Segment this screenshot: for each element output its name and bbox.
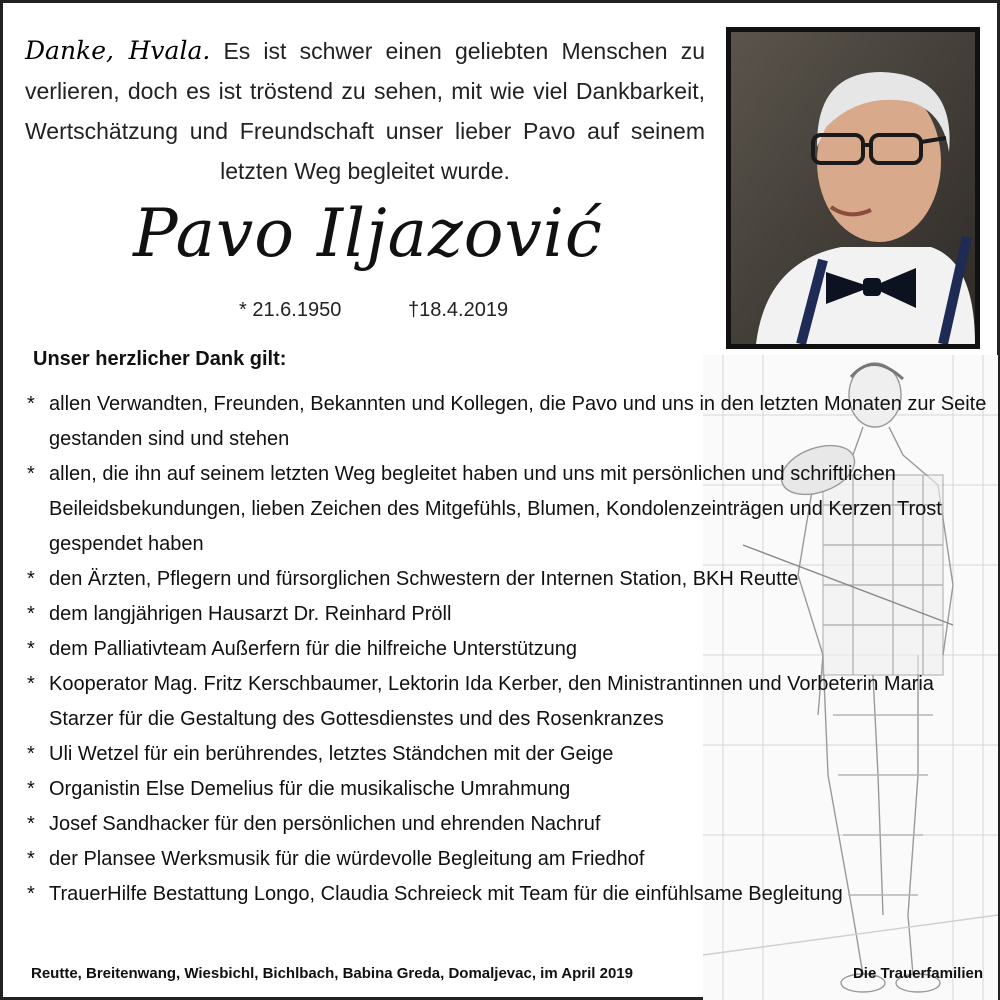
bullet-marker: *: [27, 638, 35, 660]
bullet-marker: *: [27, 883, 35, 905]
list-item: * allen, die ihn auf seinem letzten Weg begleitet haben und uns mit persönlichen und schriftlichen Beileidsbekundungen, lieben Zeichen des Mitgefühls, Blumen, Kondolenzeinträgen und Kerzen Trost gespendet haben: [27, 457, 987, 562]
list-item: * Josef Sandhacker für den persönlichen und ehrenden Nachruf: [27, 807, 987, 842]
deceased-name: Pavo Iljazović: [133, 195, 603, 272]
bullet-marker: *: [27, 568, 35, 590]
portrait-photo: [726, 27, 980, 349]
intro-greeting: Danke, Hvala.: [25, 36, 211, 65]
list-item: * TrauerHilfe Bestattung Longo, Claudia Schreieck mit Team für die einfühlsame Begleitung: [27, 877, 987, 912]
bullet-marker: *: [27, 463, 35, 485]
list-item: * Kooperator Mag. Fritz Kerschbaumer, Lektorin Ida Kerber, den Ministrantinnen und Vorbeterin Maria Starzer für die Gestaltung des Gottesdienstes und des Rosenkranzes: [27, 667, 987, 737]
thanks-heading: Unser herzlicher Dank gilt:: [33, 348, 287, 370]
bullet-marker: *: [27, 743, 35, 765]
portrait-image: [731, 32, 975, 344]
bullet-marker: *: [27, 393, 35, 415]
bullet-marker: *: [27, 673, 35, 695]
intro-paragraph: [25, 31, 705, 191]
footer-places: Reutte, Breitenwang, Wiesbichl, Bichlbach, Babina Greda, Domaljevac, im April 2019: [31, 965, 633, 982]
bullet-marker: *: [27, 813, 35, 835]
list-item: * Organistin Else Demelius für die musikalische Umrahmung: [27, 772, 987, 807]
list-item: * Uli Wetzel für ein berührendes, letztes Ständchen mit der Geige: [27, 737, 987, 772]
footer: [31, 965, 983, 982]
intro-text: Es ist schwer einen geliebten Menschen zu verlieren, doch es ist tröstend zu sehen, mit wie viel Dankbarkeit, Wertschätzung und Freundschaft unser lieber Pavo auf seinem letzten Weg begleitet wurde.: [25, 38, 705, 184]
birth-date: * 21.6.1950: [239, 299, 342, 321]
bullet-marker: *: [27, 848, 35, 870]
footer-signature: Die Trauerfamilien: [852, 965, 983, 982]
list-item: * der Plansee Werksmusik für die würdevolle Begleitung am Friedhof: [27, 842, 987, 877]
death-date: †18.4.2019: [408, 299, 509, 321]
list-item: * den Ärzten, Pflegern und fürsorglichen Schwestern der Internen Station, BKH Reutte: [27, 562, 987, 597]
bullet-marker: *: [27, 603, 35, 625]
thanks-list: [27, 387, 987, 912]
bullet-marker: *: [27, 778, 35, 800]
list-item: * dem langjährigen Hausarzt Dr. Reinhard Pröll: [27, 597, 987, 632]
list-item: * dem Palliativteam Außerfern für die hilfreiche Unterstützung: [27, 632, 987, 667]
list-item: * allen Verwandten, Freunden, Bekannten und Kollegen, die Pavo und uns in den letzten Monaten zur Seite gestanden sind und stehen: [27, 387, 987, 457]
